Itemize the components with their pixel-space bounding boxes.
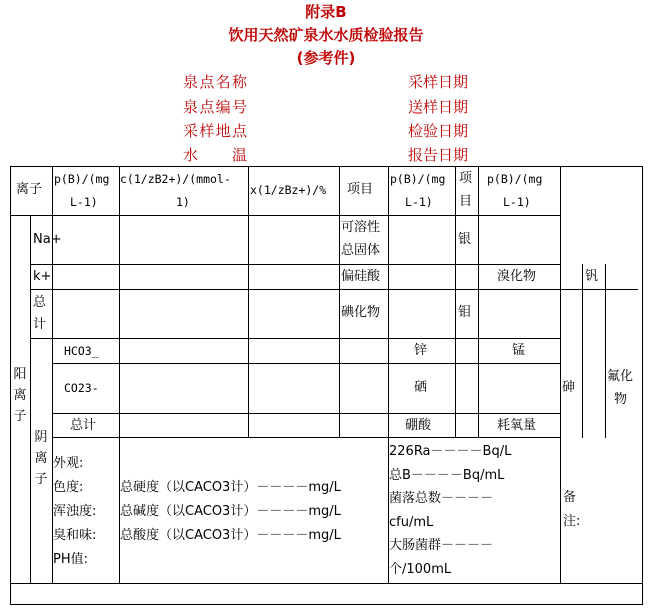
cation-group-label: 阳 离 子 bbox=[13, 367, 27, 424]
tds-label-line2: 总固体 bbox=[341, 243, 381, 258]
ra226-line: 226Ra－－－－Bq/L bbox=[389, 444, 512, 459]
mass-conc3-header-line2: L-1) bbox=[503, 195, 531, 209]
sodium-label: Na+ bbox=[33, 232, 62, 247]
carbonate-label: CO23- bbox=[64, 381, 99, 395]
radioactivity-microbiology bbox=[389, 440, 511, 581]
water-temp-label: 水 温 bbox=[183, 146, 247, 164]
boric-acid-label: 硼酸 bbox=[405, 418, 432, 433]
total-beta-line: 总B－－－－Bq/mL bbox=[389, 467, 505, 483]
zinc-label: 锌 bbox=[414, 343, 428, 358]
item-header: 项目 bbox=[347, 182, 374, 197]
fluoride-label-line2: 物 bbox=[614, 392, 628, 407]
ph-label: PH值: bbox=[53, 552, 88, 567]
bicarbonate-label: HCO3_ bbox=[64, 344, 99, 358]
metasilicic-acid-label: 偏硅酸 bbox=[341, 269, 381, 284]
total-acidity-line: 总酸度（以CACO3计）－－－－mg/L bbox=[120, 528, 341, 543]
ion-header: 离子 bbox=[16, 182, 43, 197]
vanadium-label: 钒 bbox=[585, 269, 599, 284]
mass-conc2-header-line2: L-1) bbox=[405, 195, 433, 209]
molar-conc-header-line1: c(1/zB2+)/(mmol- bbox=[120, 172, 231, 186]
test-date-label: 检验日期 bbox=[408, 122, 469, 140]
molybdenum-label: 钼 bbox=[458, 305, 472, 320]
item2-header-line1: 项 bbox=[459, 171, 473, 186]
delivery-date-label: 送样日期 bbox=[408, 98, 469, 116]
arsenic-label: 砷 bbox=[562, 380, 576, 395]
potassium-label: k+ bbox=[33, 269, 52, 284]
spring-id-label: 泉点编号 bbox=[183, 98, 247, 116]
mass-conc-header-line2: L-1) bbox=[70, 195, 98, 209]
report-subtitle: (参考件) bbox=[296, 49, 356, 67]
colony-count-line2: cfu/mL bbox=[389, 514, 434, 530]
coliform-line1: 大肠菌群－－－－ bbox=[389, 538, 494, 553]
molar-fraction-header: x(1/zBz+)/% bbox=[250, 183, 327, 197]
selenium-label: 硒 bbox=[414, 380, 428, 395]
report-date-label: 报告日期 bbox=[408, 146, 469, 164]
anion-total-label: 总计 bbox=[70, 418, 97, 433]
spring-name-label: 泉点名称 bbox=[183, 73, 247, 91]
bromide-label: 溴化物 bbox=[497, 269, 537, 284]
odor-taste-label: 臭和味: bbox=[53, 528, 97, 543]
cation-total-label: 总 计 bbox=[33, 295, 47, 332]
colony-count-line1: 菌落总数－－－－ bbox=[389, 491, 494, 506]
total-hardness-line: 总硬度（以CACO3计）－－－－mg/L bbox=[120, 480, 341, 495]
mass-conc3-header-line1: p(B)/(mg bbox=[487, 172, 543, 186]
anion-group-label: 阴 离 子 bbox=[34, 430, 48, 487]
mass-conc2-header-line1: p(B)/(mg bbox=[390, 172, 446, 186]
report-title: 饮用天然矿泉水水质检验报告 bbox=[228, 26, 424, 44]
sampling-site-label: 采样地点 bbox=[183, 122, 247, 140]
total-alkalinity-line: 总碱度（以CACO3计）－－－－mg/L bbox=[120, 504, 341, 519]
appearance-label: 外观: bbox=[53, 456, 84, 471]
turbidity-label: 浑浊度: bbox=[53, 504, 97, 519]
silver-label: 银 bbox=[458, 232, 472, 247]
fluoride-label-line1: 氟化 bbox=[607, 369, 634, 384]
item2-header-line2: 目 bbox=[459, 194, 473, 209]
tds-label-line1: 可溶性 bbox=[341, 220, 381, 235]
oxygen-consumption-label: 耗氧量 bbox=[497, 418, 537, 433]
remarks-label-line2: 注: bbox=[563, 514, 581, 529]
physical-properties bbox=[53, 452, 96, 572]
hardness-lines bbox=[120, 476, 341, 548]
manganese-label: 锰 bbox=[512, 343, 526, 358]
coliform-line2: 个/100mL bbox=[389, 561, 452, 577]
molar-conc-header-line2: 1) bbox=[176, 195, 190, 209]
iodide-label: 碘化物 bbox=[341, 305, 381, 320]
color-label: 色度: bbox=[53, 480, 84, 495]
remarks-label-line1: 备 bbox=[563, 490, 577, 505]
sampling-date-label: 采样日期 bbox=[408, 73, 469, 91]
appendix-label: 附录B bbox=[305, 3, 347, 21]
mass-conc-header-line1: p(B)/(mg bbox=[54, 172, 110, 186]
